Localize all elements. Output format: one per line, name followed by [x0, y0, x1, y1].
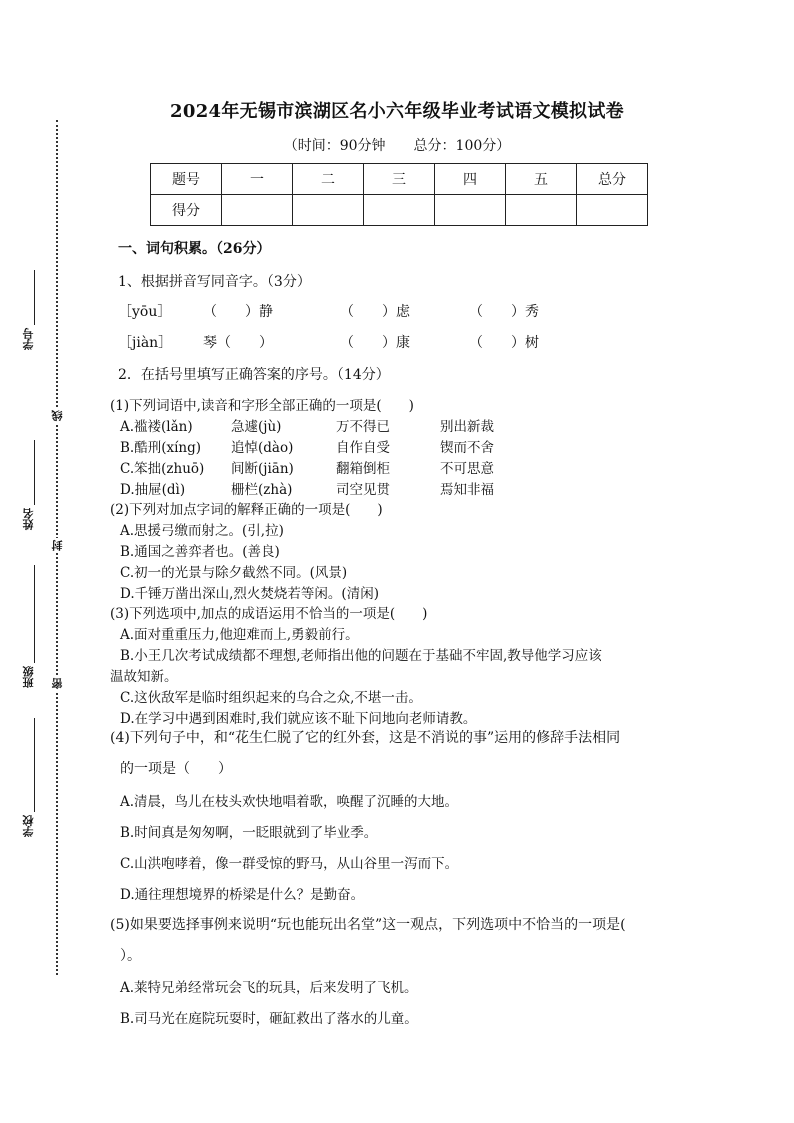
q2-1-option: 锲而不舍: [440, 440, 494, 456]
q2-1-stem: (1)下列词语中,读音和字形全部正确的一项是( ): [110, 398, 414, 414]
q2-1-option: 焉知非福: [440, 482, 494, 498]
q2-5-stem: (5)如果要选择事例来说明“玩也能玩出名堂”这一观点，下列选项中不恰当的一项是(: [110, 917, 626, 933]
q2-5-option: A.莱特兄弟经常玩会飞的玩具，后来发明了飞机。: [120, 980, 418, 996]
q2-2-option: C.初一的光景与除夕截然不同。(风景): [120, 565, 348, 581]
school-blank: [34, 718, 35, 812]
score-cell[interactable]: [364, 195, 435, 226]
q1-blank: （ ）秀: [469, 304, 539, 320]
score-header-cell: 五: [506, 164, 577, 195]
score-table: [150, 163, 648, 226]
score-table-score-row: [151, 195, 648, 226]
q2-1-option: B.酷刑(xíng): [120, 440, 202, 456]
q1-blank: （ ）静: [203, 304, 273, 320]
q2-4-option: A.清晨，鸟儿在枝头欢快地唱着歌，唤醒了沉睡的大地。: [120, 794, 459, 810]
score-header-cell: 三: [364, 164, 435, 195]
score-header-cell: 一: [222, 164, 293, 195]
q2-3-option: C.这伙敌军是临时组织起来的乌合之众,不堪一击。: [120, 690, 422, 706]
q2-4-option: B.时间真是匆匆啊，一眨眼就到了毕业季。: [120, 825, 378, 841]
q2-3-option: B.小王几次考试成绩都不理想,老师指出他的问题在于基础不牢固,教导他学习应该: [120, 648, 602, 664]
q1-blank: 琴（ ）: [203, 335, 273, 351]
seal-char-line: 线: [51, 410, 64, 421]
score-cell[interactable]: [293, 195, 364, 226]
q2-1-option: 栅栏(zhà): [231, 482, 293, 498]
class-label: 班级: [22, 666, 35, 688]
q2-4-option: C.山洪咆哮着，像一群受惊的野马，从山谷里一泻而下。: [120, 856, 459, 872]
q2-1-option: 别出新裁: [440, 419, 494, 435]
q2-3-option-continued: 温故知新。: [110, 669, 178, 685]
student-id-label: 学号: [22, 328, 35, 350]
q2-1-option: 急遽(jù): [231, 419, 282, 435]
exam-subtitle: （时间：90分钟 总分：100分）: [283, 138, 511, 154]
q2-1-option: 不可思意: [440, 461, 494, 477]
score-header-cell: 题号: [151, 164, 222, 195]
seal-char-seal: 封: [51, 540, 64, 551]
q2-4-stem-continued: 的一项是（ ）: [120, 761, 232, 777]
q2-2-stem: (2)下列对加点字词的解释正确的一项是( ): [110, 502, 383, 518]
q1-pinyin-jian: ［jiàn］: [118, 335, 173, 351]
q2-stem: 2．在括号里填写正确答案的序号。（14分）: [118, 367, 390, 383]
q2-4-stem: (4)下列句子中，和“花生仁脱了它的红外套，这是不消说的事”运用的修辞手法相同: [110, 730, 621, 746]
q2-3-option: A.面对重重压力,他迎难而上,勇毅前行。: [120, 627, 359, 643]
q2-1-option: D.抽屉(dì): [120, 482, 186, 498]
q2-1-option: 万不得已: [336, 419, 390, 435]
score-cell[interactable]: [435, 195, 506, 226]
q2-1-option: C.笨拙(zhuō): [120, 461, 205, 477]
exam-title: 2024年无锡市滨湖区名小六年级毕业考试语文模拟试卷: [170, 101, 624, 122]
q2-1-option: 翻箱倒柜: [336, 461, 390, 477]
q1-stem: 1、根据拼音写同音字。（3分）: [118, 274, 311, 290]
q2-2-option: B.通国之善弈者也。(善良): [120, 544, 280, 560]
q2-2-option: D.千锤万凿出深山,烈火焚烧若等闲。(清闲): [120, 586, 379, 602]
q2-3-stem: (3)下列选项中,加点的成语运用不恰当的一项是( ): [110, 606, 428, 622]
q1-pinyin-you: ［yōu］: [118, 304, 172, 320]
score-cell[interactable]: [506, 195, 577, 226]
score-table-header-row: [151, 164, 648, 195]
q2-5-stem-continued: ）。: [120, 948, 141, 964]
score-row-label: 得分: [151, 195, 222, 226]
q2-1-option: A.褴褛(lǎn): [120, 419, 193, 435]
name-label: 姓名: [22, 508, 35, 530]
q2-1-option: 追悼(dào): [231, 440, 294, 456]
score-header-cell: 总分: [577, 164, 648, 195]
q2-3-option: D.在学习中遇到困难时,我们就应该不耻下问地向老师请教。: [120, 711, 477, 727]
q1-blank: （ ）树: [469, 335, 539, 351]
score-header-cell: 四: [435, 164, 506, 195]
q2-1-option: 间断(jiān): [231, 461, 294, 477]
section-heading: 一、词句积累。（26分）: [118, 241, 271, 257]
name-blank: [34, 440, 35, 505]
seal-char-closed: 密: [51, 678, 64, 689]
q2-4-option: D.通往理想境界的桥梁是什么？是勤奋。: [120, 887, 365, 903]
student-id-blank: [34, 270, 35, 325]
q2-2-option: A.思援弓缴而射之。(引,拉): [120, 523, 284, 539]
q1-blank: （ ）虑: [340, 304, 410, 320]
school-label: 学校: [22, 815, 35, 837]
score-header-cell: 二: [293, 164, 364, 195]
q1-blank: （ ）康: [340, 335, 410, 351]
q2-1-option: 自作自受: [336, 440, 390, 456]
score-cell[interactable]: [222, 195, 293, 226]
score-cell[interactable]: [577, 195, 648, 226]
q2-1-option: 司空见贯: [336, 482, 390, 498]
class-blank: [34, 565, 35, 663]
q2-5-option: B.司马光在庭院玩耍时，砸缸救出了落水的儿童。: [120, 1011, 418, 1027]
